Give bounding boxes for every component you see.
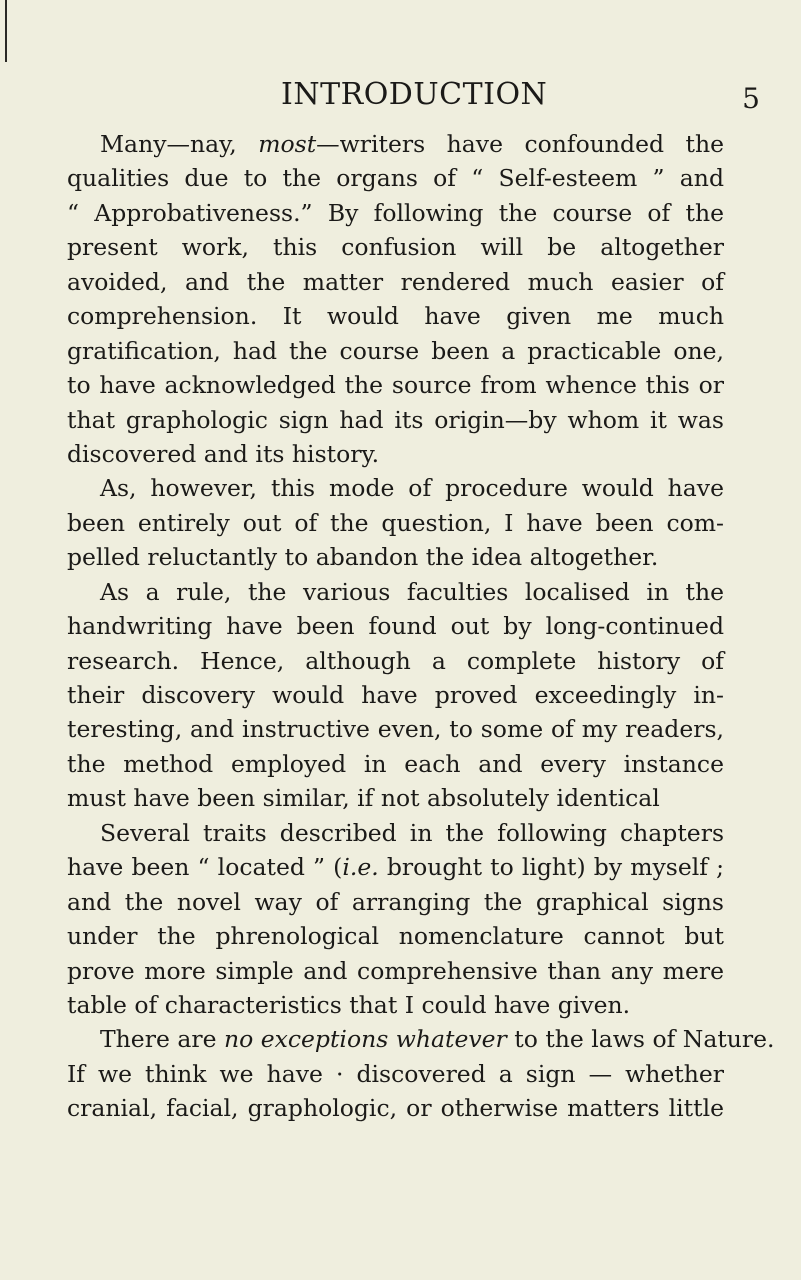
text-line: pelled reluctantly to abandon the idea altogether. [67,543,659,572]
text-line [67,127,724,161]
running-head [60,75,760,115]
paragraph [67,575,724,816]
text-line: teresting, and instructive even, to some of my readers, [67,715,724,744]
text-line: present work, this confusion will be altogether [67,233,724,262]
text-line: gratification, had the course been a practicable one, [67,336,724,365]
text-line: and the novel way of arranging the graphical signs [67,887,724,916]
text-line: that graphologic sign had its origin—by whom it was [67,405,724,434]
running-title: INTRODUCTION [281,77,548,112]
text-line: research. Hence, although a complete history of [67,646,724,675]
text-line: under the phrenological nomenclature cannot but [67,922,724,951]
italic-emphasis: most [258,130,317,158]
text-line: table of characteristics that I could have given. [67,990,631,1019]
paragraph [67,816,724,1023]
text-segment: to the laws of Nature. [506,1025,775,1054]
text-line: “ Approbativeness.” By following the course of the [67,198,724,227]
text-line: cranial, facial, graphologic, or otherwise matters little [67,1094,724,1123]
paragraph [67,127,724,471]
text-line: prove more simple and comprehensive than any mere [67,956,724,985]
page-number: 5 [742,82,760,115]
text-line: comprehension. It would have given me much [67,302,724,331]
italic-emphasis: no exceptions whatever [223,1025,507,1054]
text-line: their discovery would have proved exceedingly in- [67,681,724,709]
text-line: been entirely out of the question, I have been com- [67,508,724,537]
text-line: handwriting have been found out by long-continued [67,612,724,641]
text-segment: —writers have confounded the [316,130,724,158]
paragraph [67,1022,775,1125]
text-segment: have been “ located ” ( [67,853,343,882]
text-line [67,1022,775,1056]
text-line: Several traits described in the following chapters [100,818,724,847]
italic-emphasis: i.e. [342,853,379,882]
text-segment: There are [100,1025,224,1054]
text-line: avoided, and the matter rendered much easier of [67,267,724,296]
body-text [67,127,775,1126]
paragraph [67,471,724,574]
text-line: qualities due to the organs of “ Self-esteem ” and [67,164,724,193]
text-line: If we think we have · discovered a sign — whether [67,1059,724,1088]
text-line: the method employed in each and every instance [67,749,724,778]
text-line [67,850,724,884]
text-line: As, however, this mode of procedure would have [100,474,724,503]
text-line: As a rule, the various faculties localised in the [100,577,724,606]
text-segment: brought to light) by myself ; [378,853,724,882]
page-edge-mark [5,0,7,62]
text-segment: Many—nay, [100,130,259,158]
text-line: to have acknowledged the source from whence this or [67,371,724,400]
text-line: discovered and its history. [67,439,380,468]
text-line: must have been similar, if not absolutely identical [67,784,660,813]
